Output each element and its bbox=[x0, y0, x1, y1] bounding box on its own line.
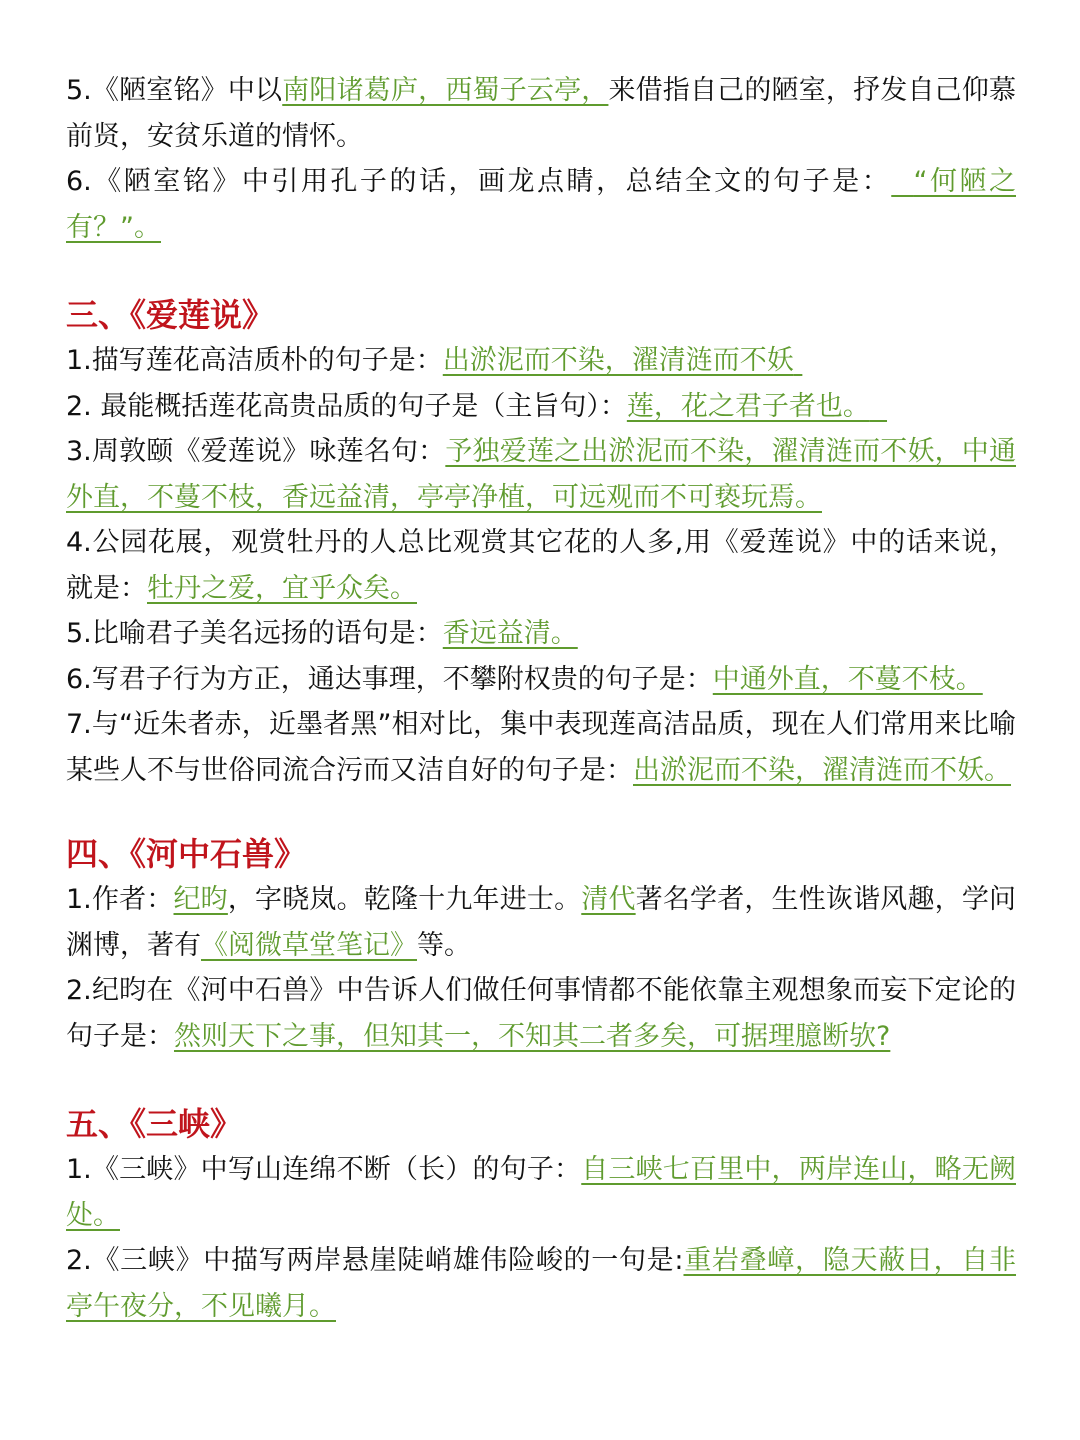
answer-text: 自三峡七百里中，两岸连山，略无阙处。 bbox=[66, 1154, 1016, 1231]
question-item bbox=[66, 68, 1016, 159]
blank-padding bbox=[794, 345, 803, 376]
question-text: 2.纪昀在《河中石兽》中告诉人们做任何事情都不能依靠主观想象而妄下定论的句子是： bbox=[66, 975, 1016, 1052]
question-text: 著名学者，生性诙谐风趣，学问渊博，著有 bbox=[66, 884, 1017, 961]
question-text: 6.写君子行为方正，通达事理，不攀附权贵的句子是： bbox=[66, 663, 713, 695]
answer-text: 南阳诸葛庐，西蜀子云亭， bbox=[282, 75, 609, 106]
answer-text: 重岩叠嶂，隐天蔽日，自非亭午夜分，不见曦月。 bbox=[66, 1245, 1017, 1322]
question-item bbox=[66, 384, 1016, 430]
section-heading: 四、《河中石兽》 bbox=[66, 835, 307, 873]
question-item bbox=[66, 657, 1016, 703]
question-text: 2. 最能概括莲花高贵品质的句子是（主旨句）： bbox=[66, 390, 627, 422]
question-text: 等。 bbox=[417, 929, 471, 961]
question-item bbox=[66, 968, 1016, 1059]
question-text: 1.作者： bbox=[66, 884, 174, 915]
section-sanxia bbox=[66, 1101, 1016, 1329]
answer-text: 然则天下之事，但知其一，不知其二者多矣，可据理臆断欤? bbox=[174, 1020, 891, 1052]
blank-padding bbox=[891, 166, 913, 197]
section-loushiming bbox=[66, 68, 1016, 250]
answer-text: 莲，花之君子者也。 bbox=[626, 390, 870, 422]
question-text: 1.描写莲花高洁质朴的句子是： bbox=[66, 345, 443, 376]
question-item bbox=[66, 1147, 1016, 1238]
question-item bbox=[66, 159, 1016, 250]
section-hezhongshishou bbox=[66, 831, 1016, 1059]
question-item bbox=[66, 1238, 1016, 1329]
answer-text: 出淤泥而不染，濯清涟而不妖。 bbox=[633, 754, 1011, 786]
question-item bbox=[66, 702, 1016, 793]
question-text: 3.周敦颐《爱莲说》咏莲名句： bbox=[66, 436, 446, 467]
question-item bbox=[66, 877, 1016, 968]
question-text: 1.《三峡》中写山连绵不断（长）的句子： bbox=[66, 1154, 582, 1185]
answer-text: 纪昀 bbox=[173, 884, 228, 915]
question-item bbox=[66, 520, 1016, 611]
question-text: 4.公园花展，观赏牡丹的人总比观赏其它花的人多,用《爱莲说》中的话来说，就是： bbox=[66, 527, 1016, 604]
section-heading: 五、《三峡》 bbox=[66, 1105, 243, 1143]
question-item bbox=[66, 429, 1016, 520]
answer-text: 予独爱莲之出淤泥而不染，濯清涟而不妖，中通外直，不蔓不枝，香远益清，亭亭净植，可远观而不可亵玩焉。 bbox=[66, 436, 1016, 513]
question-text: ，字晓岚。乾隆十九年进士。 bbox=[227, 884, 582, 915]
section-heading: 三、《爱莲说》 bbox=[66, 296, 275, 334]
answer-text: 中通外直，不蔓不枝。 bbox=[712, 663, 983, 695]
blank-padding bbox=[870, 391, 887, 422]
answer-text: 出淤泥而不染，濯清涟而不妖 bbox=[442, 345, 794, 376]
answer-text: 牡丹之爱，宜乎众矣。 bbox=[147, 572, 417, 604]
answer-text: 《阅微草堂笔记》 bbox=[201, 929, 417, 961]
answer-text: 清代 bbox=[581, 884, 636, 915]
question-item bbox=[66, 338, 1016, 384]
question-text: 来借指自己的陋室，抒发自己仰慕前贤，安贫乐道的情怀。 bbox=[66, 75, 1017, 152]
question-text: 6.《陋室铭》中引用孔子的话，画龙点睛，总结全文的句子是： bbox=[66, 166, 892, 197]
answer-text: 香远益清。 bbox=[442, 618, 578, 649]
answer-text: “何陋之有？”。 bbox=[66, 166, 1016, 243]
question-text: 7.与“近朱者赤，近墨者黑”相对比，集中表现莲高洁品质，现在人们常用来比喻某些人不与世俗同流合污而又洁自好的句子是： bbox=[66, 709, 1016, 786]
question-text: 5.比喻君子美名远扬的语句是： bbox=[66, 618, 443, 649]
section-ailianshuo bbox=[66, 292, 1016, 793]
question-item bbox=[66, 611, 1016, 657]
question-text: 5.《陋室铭》中以 bbox=[66, 75, 283, 106]
question-text: 2.《三峡》中描写两岸悬崖陡峭雄伟险峻的一句是: bbox=[66, 1245, 684, 1276]
